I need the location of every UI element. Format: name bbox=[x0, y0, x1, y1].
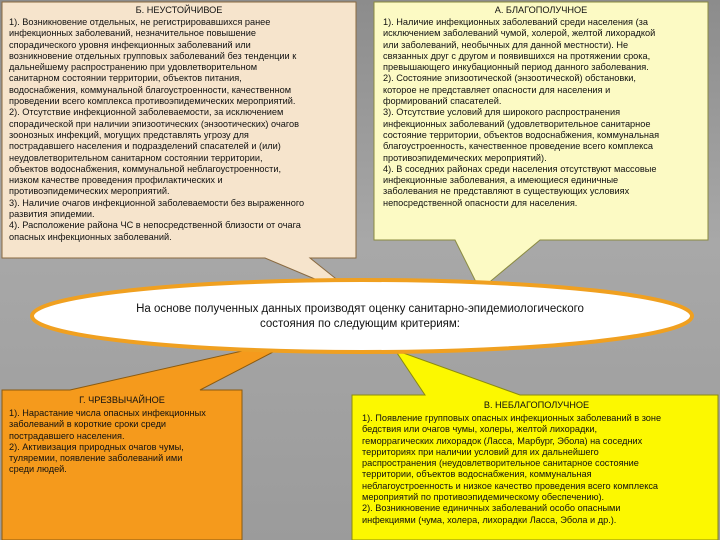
unstable-line: 1). Возникновение отдельных, не регистрировавшихся ранее bbox=[9, 17, 271, 27]
unstable-line: спорадической при наличии эпизоотических (энзоотических) очагов bbox=[9, 118, 299, 129]
unstable-line: 3). Наличие очагов инфекционной заболеваемости без выраженного bbox=[9, 197, 305, 208]
unstable-line: противоэпидемических мероприятий. bbox=[9, 186, 170, 197]
favorable-line: 3). Отсутствие условий для широкого распространения bbox=[383, 107, 621, 118]
unfavorable-line: распространения (неудовлетворительное санитарное состояние bbox=[362, 458, 639, 469]
unstable-text bbox=[9, 17, 349, 243]
unfavorable-line: неблагоустроенность и низкое качество проведения всего комплекса bbox=[362, 480, 659, 491]
unstable-title: Б. НЕУСТОЙЧИВОЕ bbox=[135, 5, 223, 15]
favorable-box bbox=[376, 3, 704, 239]
favorable-line: инфекционные заболевания, а имеющиеся единичные bbox=[383, 175, 619, 186]
unfavorable-line: бедствия или очагов чумы, холеры, желтой лихорадки, bbox=[362, 424, 598, 435]
emergency-line: туляремии, появление заболеваний ими bbox=[9, 453, 183, 464]
unfavorable-line: 2). Возникновение единичных заболеваний особо опасными bbox=[362, 503, 621, 514]
unstable-line: развития эпидемии. bbox=[9, 209, 95, 220]
center-ellipse-text bbox=[70, 302, 650, 332]
favorable-line: состояние территории, объектов водоснабжения, коммунальная bbox=[383, 129, 660, 140]
unstable-line: неудовлетворительном санитарном состоянии территории, bbox=[9, 152, 263, 163]
unstable-line: низком качестве проведения профилактических и bbox=[9, 175, 223, 186]
unstable-line: спорадического уровня инфекционных заболеваний или bbox=[9, 39, 251, 50]
favorable-line: 1). Наличие инфекционных заболеваний среди населения (за bbox=[383, 17, 648, 27]
favorable-line: 2). Состояние эпизоотической (энзоотической) обстановки, bbox=[383, 73, 636, 84]
unfavorable-line: мероприятий по противоэпидемическому обеспечению). bbox=[362, 492, 605, 503]
emergency-title: Г. ЧРЕЗВЫЧАЙНОЕ bbox=[79, 395, 165, 405]
unstable-line: возникновение отдельных групповых заболеваний без тенденции к bbox=[9, 50, 297, 61]
emergency-line: пострадавшего населения. bbox=[9, 430, 125, 441]
unstable-line: 2). Отсутствие инфекционной заболеваемости, за исключением bbox=[9, 107, 284, 118]
unstable-line: опасных инфекционных заболеваний. bbox=[9, 231, 172, 242]
unstable-line: объектов водоснабжения, коммунальной неблагоустроенности, bbox=[9, 163, 282, 174]
unstable-line: проведении всего комплекса противоэпидемических мероприятий. bbox=[9, 96, 296, 107]
unstable-line: 4). Расположение района ЧС в непосредственной близости от очага bbox=[9, 220, 301, 231]
favorable-line: благоустроенность, качественное проведение всего комплекса bbox=[383, 141, 654, 152]
unfavorable-text bbox=[362, 413, 711, 526]
emergency-line: 2). Активизация природных очагов чумы, bbox=[9, 441, 184, 452]
favorable-line: 4). В соседних районах среди населения отсутствуют массовые bbox=[383, 163, 657, 174]
unstable-line: инфекционных заболеваний, незначительное повышение bbox=[9, 28, 256, 39]
emergency-line: заболеваний в короткие сроки среди bbox=[9, 419, 167, 430]
center-line-2: состояния по следующим критериям: bbox=[259, 318, 460, 330]
favorable-line: исключением заболеваний чумой, холерой, желтой лихорадкой bbox=[383, 28, 656, 39]
favorable-title: А. БЛАГОПОЛУЧНОЕ bbox=[494, 5, 588, 15]
unfavorable-line: территориях при наличии условий для их дальнейшего bbox=[362, 446, 599, 457]
favorable-line: связанных друг с другом и появившихся на протяжении срока, bbox=[383, 50, 651, 61]
emergency-line: 1). Нарастание числа опасных инфекционных bbox=[9, 408, 206, 418]
favorable-line: или заболеваний, необычных для данной местности). Не bbox=[383, 39, 629, 50]
favorable-line: которое не представляет опасности для населения и bbox=[383, 84, 611, 95]
unstable-box bbox=[4, 3, 354, 257]
unfavorable-line: территории, объектов водоснабжения, коммунальная bbox=[362, 469, 592, 480]
unstable-line: пострадавшего населения и подразделений спасателей и (или) bbox=[9, 141, 281, 152]
unfavorable-line: инфекциями (чума, холера, лихорадки Ласса, Эбола и др.). bbox=[362, 514, 617, 525]
unstable-line: зоонозных инфекций, могущих представлять угрозу для bbox=[9, 129, 249, 140]
unfavorable-line: 1). Появление групповых опасных инфекционных заболеваний в зоне bbox=[362, 413, 662, 423]
unstable-line: водоснабжения, коммунальной благоустроенности, качественном bbox=[9, 84, 292, 95]
favorable-line: превышающего инкубационный период данного заболевания. bbox=[383, 62, 649, 73]
unfavorable-box bbox=[354, 397, 716, 537]
unstable-line: санитарном состоянии территории, объектов питания, bbox=[9, 73, 242, 84]
unfavorable-title: В. НЕБЛАГОПОЛУЧНОЕ bbox=[483, 400, 590, 410]
favorable-text bbox=[383, 17, 699, 209]
unfavorable-line: геморрагических лихорадок (Ласса, Марбург, Эбола) на соседних bbox=[362, 435, 643, 446]
emergency-line: среди людей. bbox=[9, 464, 67, 475]
unstable-line: дальнейшему распространению при удовлетворительном bbox=[9, 62, 258, 73]
emergency-text bbox=[9, 408, 235, 476]
favorable-line: формирований спасателей. bbox=[383, 96, 502, 107]
favorable-line: противоэпидемических мероприятий). bbox=[383, 152, 547, 163]
favorable-line: непосредственной опасности для населения. bbox=[383, 197, 578, 208]
emergency-box bbox=[4, 392, 240, 538]
favorable-line: инфекционных заболеваний (удовлетворительное санитарное bbox=[383, 118, 651, 129]
favorable-line: заболевания не представляют в существующих условиях bbox=[383, 186, 630, 197]
center-line-1: На основе полученных данных производят оценку санитарно-эпидемиологического bbox=[136, 303, 584, 315]
